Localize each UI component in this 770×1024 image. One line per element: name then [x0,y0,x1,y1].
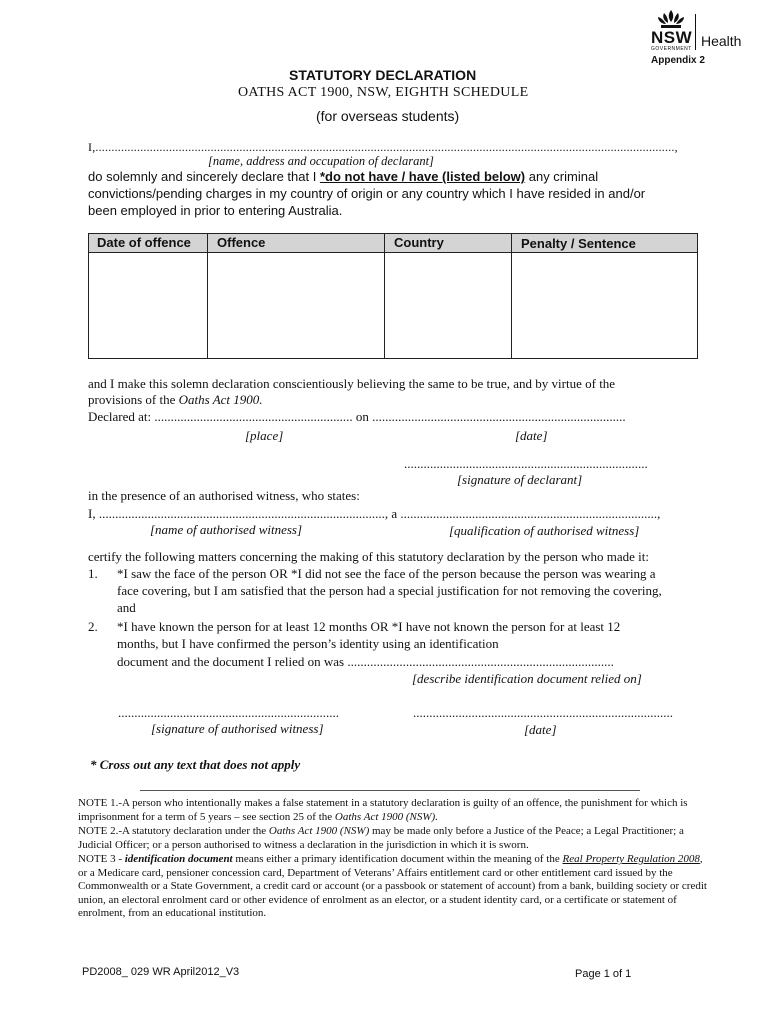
cell-date-of-offence[interactable] [89,254,206,356]
id-document-label: [describe identification document relied on] [412,671,642,686]
oaths-act-ref: Oaths Act 1900. [178,392,263,407]
declarant-signature-label: [signature of declarant] [457,472,583,487]
declaration-line3: been employed in prior to entering Australia. [88,203,343,218]
declarant-label: [name, address and occupation of declarant] [208,154,434,168]
note-3-regulation: Real Property Regulation 2008 [562,853,700,865]
declaration-post: any criminal [525,169,599,184]
declaration-pre: do solemnly and sincerely declare that I [88,169,320,184]
logo-divider [695,14,696,50]
page-title: STATUTORY DECLARATION [289,67,477,83]
logo-nsw-text: NSW [651,28,693,47]
certify-line: certify the following matters concerning the making of this statutory declaration by the person who made it: [88,549,650,564]
footer-doc-code: PD2008_ 029 WR April2012_V3 [82,966,240,978]
page-subtitle: OATHS ACT 1900, NSW, EIGHTH SCHEDULE [238,85,529,100]
item-2-number: 2. [88,619,98,634]
page-subtitle-students: (for overseas students) [316,108,460,124]
witness-signature-label: [signature of authorised witness] [151,721,324,736]
cross-out-note: * Cross out any text that does not apply [90,757,301,772]
note-3 [78,853,708,921]
note-1-act: Oaths Act 1900 (NSW). [334,810,438,823]
date-label: [date] [515,428,548,443]
cell-offence[interactable] [209,254,383,356]
item-1-line2: face covering, but I am satisfied that the person had a special justification for not removing the covering, [117,583,662,598]
witness-signature-line[interactable]: .................................................................... [118,705,339,720]
note-2-post: may be made only before a Justice of the Peace; a Legal Practitioner; a Judicial Officer; or a person authorised to witness a declaration in the jurisdiction in which it is sworn. [78,825,684,851]
header-country: Country [394,235,444,250]
witness-date-line[interactable]: ................................................................................ [413,705,673,720]
declaration-line1 [88,169,598,184]
witness-date-label: [date] [524,722,557,737]
cell-penalty-sentence[interactable] [513,254,696,356]
solemn-line1: and I make this solemn declaration conscientiously believing the same to be true, and by virtue of the [88,376,616,391]
declared-at-line[interactable]: Declared at: ............................................................. on .............................................................................. [88,409,626,424]
note-2-act: Oaths Act 1900 (NSW) [268,825,370,837]
presence-line: in the presence of an authorised witness, who states: [88,488,360,503]
item-2-line2: months, but I have confirmed the person’s identity using an identification [117,636,499,651]
item-1-number: 1. [88,566,98,581]
declaration-option-text: *do not have / have (listed below) [319,169,526,184]
item-1-line1: *I saw the face of the person OR *I did not see the face of the person because the person was wearing a [117,566,656,581]
notes-divider [140,790,640,791]
note-2 [78,825,708,852]
witness-name-label: [name of authorised witness] [150,522,303,537]
waratah-icon [651,8,691,30]
declarant-signature-line[interactable]: ........................................................................... [404,456,648,471]
header-date-of-offence: Date of offence [97,235,191,250]
note-1-text: NOTE 1.-A person who intentionally makes a false statement in a statutory declaration is guilty of an offence, the punishment for which is imprisonment for a term of 5 years – see section 25 of the [78,797,688,823]
cell-country[interactable] [386,254,510,356]
logo-health-text: Health [701,33,742,49]
item-2-line1: *I have known the person for at least 12 months OR *I have not known the person for at least 12 [117,619,621,634]
note-3-post: , or a Medicare card, pensioner concession card, Department of Veterans’ Affairs entitlement card or other entitlement card issued by the Commonwealth or a State Government, a credit card or account (or a passbook or statement of account) from a bank, building society or credit union, an electoral enrolment card or other evidence of enrolment as an elector, or a student identity card, or a certificate or statement of enrolment, from an educational institution. [78,853,707,919]
place-label: [place] [245,428,284,443]
note-3-term: identification document [124,853,233,865]
item-1-line3: and [117,600,136,615]
solemn-line2 [88,392,263,408]
note-2-text: NOTE 2.-A statutory declaration under the [78,825,269,837]
logo-government-text: GOVERNMENT [651,46,692,52]
declarant-line[interactable]: I,....................................................................................................................................................................................., [88,140,678,154]
note-3-mid: means either a primary identification document within the meaning of the [232,853,563,865]
note-3-pre: NOTE 3 - [78,853,125,865]
header-offence: Offence [217,235,266,250]
note-1 [78,797,708,824]
footer-page-number: Page 1 of 1 [575,968,632,980]
appendix-label: Appendix 2 [651,55,705,66]
witness-qualification-label: [qualification of authorised witness] [449,523,640,538]
witness-line[interactable]: I, ........................................................................................, a ..............................................................................., [88,506,661,521]
solemn-pre: provisions of the [88,392,179,407]
header-penalty-sentence: Penalty / Sentence [521,236,636,251]
nsw-health-logo [647,8,751,52]
declaration-line2: convictions/pending charges in my country of origin or any country which I have resided in and/or [88,186,646,201]
item-2-line3[interactable]: document and the document I relied on was .................................................................................. [117,654,614,669]
notes-section [78,797,708,921]
offence-table [88,233,698,359]
